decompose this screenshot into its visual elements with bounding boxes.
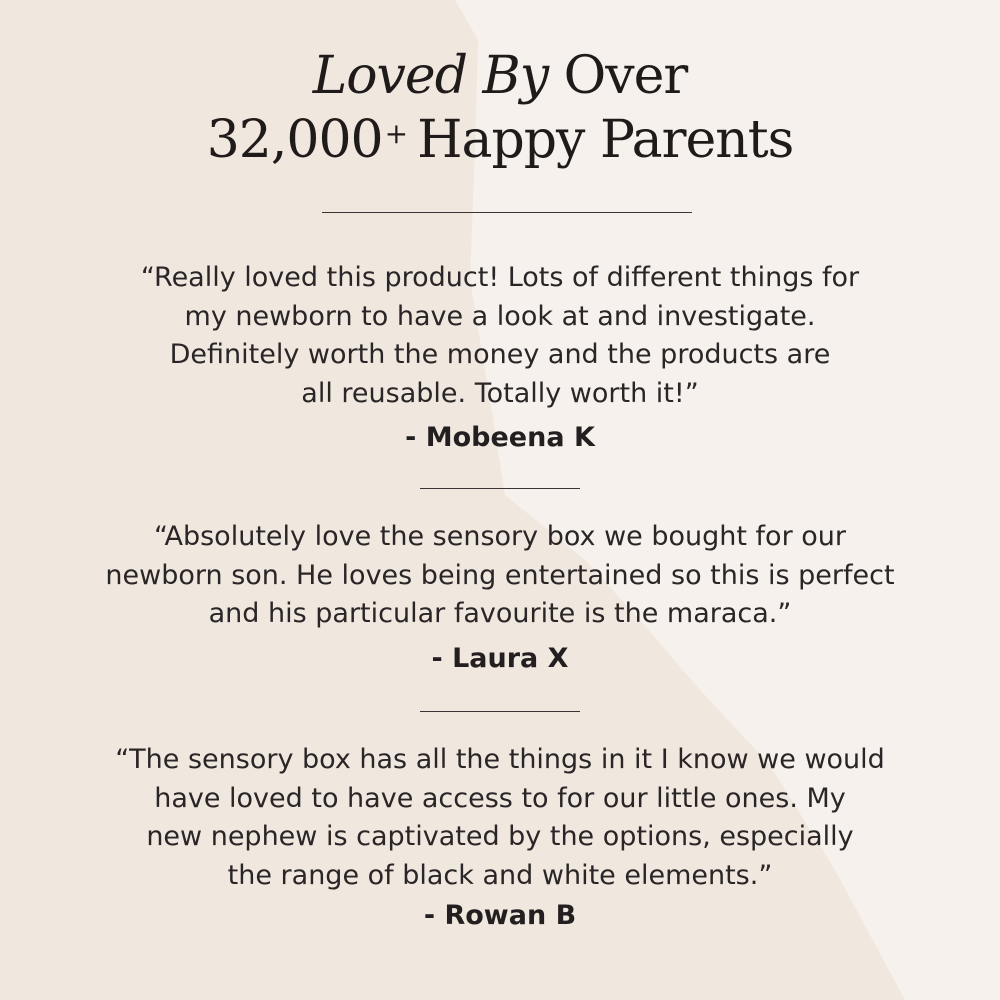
headline-text: Over xyxy=(563,46,688,106)
testimonial-quote xyxy=(50,741,950,895)
headline-italic-text: Loved By xyxy=(312,46,549,106)
testimonial-quote xyxy=(50,259,950,413)
quote-line: “Really loved this product! Lots of different things for xyxy=(140,262,860,293)
headline-divider xyxy=(322,212,692,213)
quote-line: have loved to have access to for our little ones. My xyxy=(154,782,846,814)
quote-line: Definitely worth the money and the products are xyxy=(169,339,831,370)
headline-count: 32,000 xyxy=(206,110,383,170)
headline-line-2 xyxy=(0,104,1000,170)
testimonial-author: - Mobeena K xyxy=(405,422,595,453)
quote-line: “Absolutely love the sensory box we bought for our xyxy=(154,521,846,552)
quote-line: all reusable. Totally worth it!” xyxy=(301,377,699,409)
headline-line-1 xyxy=(0,46,1000,106)
quote-line: newborn son. He loves being entertained so this is perfect xyxy=(105,559,895,591)
testimonial-quote xyxy=(50,518,950,634)
testimonial-author: - Rowan B xyxy=(423,900,577,931)
testimonial-author: - Laura X xyxy=(431,643,569,674)
headline-text: Happy Parents xyxy=(417,110,794,170)
headline-plus: + xyxy=(384,117,408,150)
quote-line: and his particular favourite is the maraca.” xyxy=(208,598,792,629)
quote-line: my newborn to have a look at and investigate. xyxy=(184,300,816,332)
testimonial-divider xyxy=(420,488,580,489)
quote-line: new nephew is captivated by the options, especially xyxy=(146,821,854,852)
quote-line: the range of black and white elements.” xyxy=(227,859,773,891)
quote-line: “The sensory box has all the things in it I know we would xyxy=(115,744,885,775)
testimonial-divider xyxy=(420,711,580,712)
